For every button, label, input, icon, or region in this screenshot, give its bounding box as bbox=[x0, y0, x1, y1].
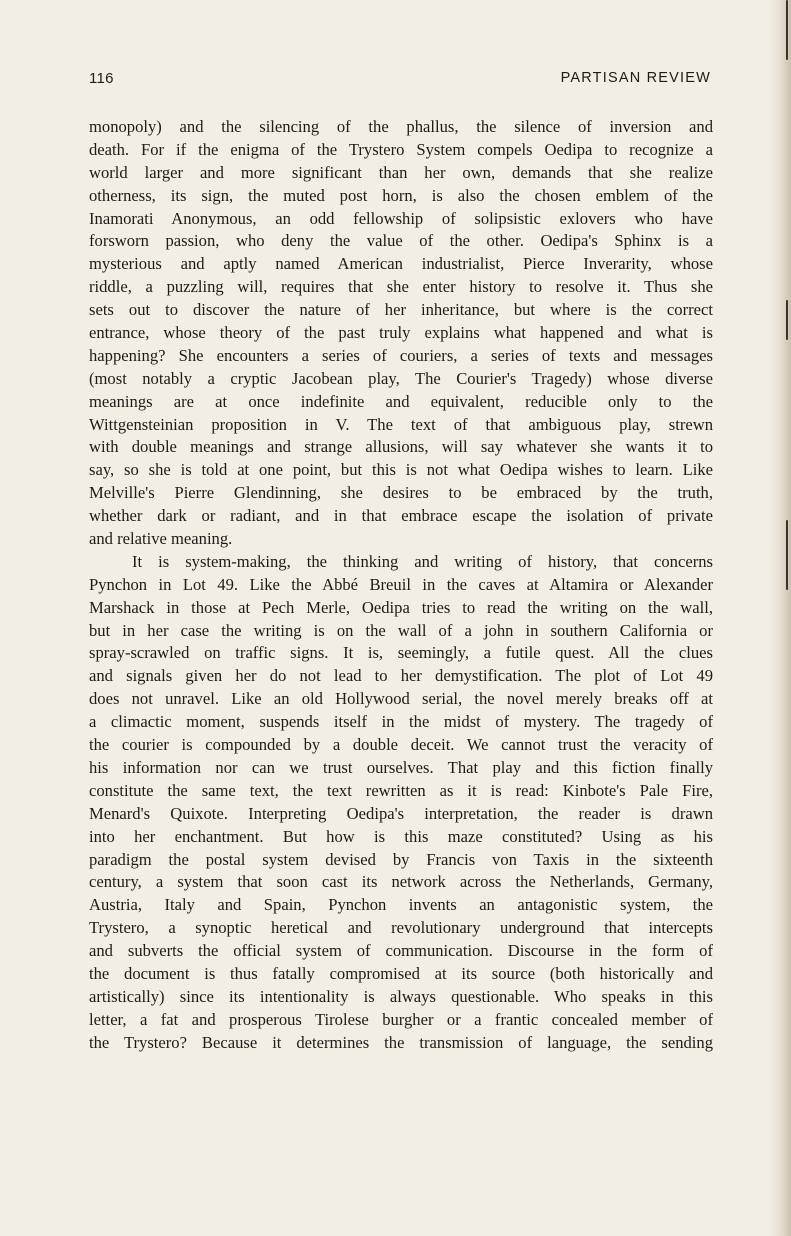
text-line: Wittgensteinian proposition in V. The text of that ambiguous play, strewn bbox=[89, 414, 713, 434]
text-line: but in her case the writing is on the wall of a john in southern California or bbox=[89, 620, 713, 640]
text-line: constitute the same text, the text rewritten as it is read: Kinbote's Pale Fire, bbox=[89, 780, 713, 800]
page-edge-line bbox=[786, 0, 788, 60]
text-line: letter, a fat and prosperous Tirolese burgher or a frantic concealed member of bbox=[89, 1009, 713, 1029]
journal-title: PARTISAN REVIEW bbox=[560, 70, 711, 86]
page-edge-line bbox=[786, 300, 788, 340]
text-line: whether dark or radiant, and in that embrace escape the isolation of private bbox=[89, 506, 713, 526]
text-line: mysterious and aptly named American industrialist, Pierce Inverarity, whose bbox=[89, 254, 713, 274]
text-line: happening? She encounters a series of couriers, a series of texts and messages bbox=[89, 345, 713, 365]
text-line: Menard's Quixote. Interpreting Oedipa's interpretation, the reader is drawn bbox=[89, 803, 713, 823]
text-line: with double meanings and strange allusions, will say whatever she wants it to bbox=[89, 437, 713, 457]
text-line: the document is thus fatally compromised at its source (both historically and bbox=[89, 963, 713, 983]
text-line: does not unravel. Like an old Hollywood serial, the novel merely breaks off at bbox=[89, 689, 713, 709]
text-line: the courier is compounded by a double deceit. We cannot trust the veracity of bbox=[89, 735, 713, 755]
text-line: his information nor can we trust ourselves. That play and this fiction finally bbox=[89, 757, 713, 777]
text-line: paradigm the postal system devised by Francis von Taxis in the sixteenth bbox=[89, 849, 713, 869]
page-edge-shadow bbox=[769, 0, 791, 1236]
text-line: entrance, whose theory of the past truly explains what happened and what is bbox=[89, 323, 713, 343]
text-line: Inamorati Anonymous, an odd fellowship of solipsistic exlovers who have bbox=[89, 208, 713, 228]
paragraph-1 bbox=[89, 116, 713, 551]
text-line: Marshack in those at Pech Merle, Oedipa tries to read the writing on the wall, bbox=[89, 597, 713, 617]
text-line: a climactic moment, suspends itself in the midst of mystery. The tragedy of bbox=[89, 712, 713, 732]
text-line: death. For if the enigma of the Trystero System compels Oedipa to recognize a bbox=[89, 139, 713, 159]
text-line: century, a system that soon cast its network across the Netherlands, Germany, bbox=[89, 872, 713, 892]
text-line: forsworn passion, who deny the value of the other. Oedipa's Sphinx is a bbox=[89, 231, 713, 251]
text-line: artistically) since its intentionality is always questionable. Who speaks in this bbox=[89, 986, 713, 1006]
text-line: say, so she is told at one point, but this is not what Oedipa wishes to learn. Like bbox=[89, 460, 713, 480]
text-line: Pynchon in Lot 49. Like the Abbé Breuil in the caves at Altamira or Alexander bbox=[89, 574, 713, 594]
text-line: monopoly) and the silencing of the phallus, the silence of inversion and bbox=[89, 117, 713, 136]
text-line: and signals given her do not lead to her demystification. The plot of Lot 49 bbox=[89, 666, 713, 686]
text-line: spray-scrawled on traffic signs. It is, seemingly, a futile quest. All the clues bbox=[89, 643, 713, 663]
text-line: the Trystero? Because it determines the transmission of language, the sending bbox=[89, 1032, 713, 1052]
text-line: Melville's Pierre Glendinning, she desires to be embraced by the truth, bbox=[89, 483, 713, 503]
paragraph-2 bbox=[89, 551, 713, 1055]
article-body bbox=[89, 116, 713, 1055]
page-edge-line bbox=[786, 520, 788, 590]
page-number: 116 bbox=[89, 70, 114, 87]
text-line: and relative meaning. bbox=[89, 529, 233, 549]
text-line: riddle, a puzzling will, requires that she enter history to resolve it. Thus she bbox=[89, 277, 713, 297]
text-line: It is system-making, the thinking and writing of history, that concerns bbox=[132, 551, 713, 571]
text-line: into her enchantment. But how is this maze constituted? Using as his bbox=[89, 826, 713, 846]
text-line: Austria, Italy and Spain, Pynchon invents an antagonistic system, the bbox=[89, 895, 713, 915]
text-line: meanings are at once indefinite and equivalent, reducible only to the bbox=[89, 391, 713, 411]
text-line: world larger and more significant than her own, demands that she realize bbox=[89, 162, 713, 182]
running-head bbox=[89, 70, 711, 90]
text-line: Trystero, a synoptic heretical and revolutionary underground that intercepts bbox=[89, 918, 713, 938]
text-line: otherness, its sign, the muted post horn, is also the chosen emblem of the bbox=[89, 185, 713, 205]
text-line: (most notably a cryptic Jacobean play, The Courier's Tragedy) whose diverse bbox=[89, 368, 713, 388]
text-line: and subverts the official system of communication. Discourse in the form of bbox=[89, 941, 713, 961]
text-line: sets out to discover the nature of her inheritance, but where is the correct bbox=[89, 300, 713, 320]
